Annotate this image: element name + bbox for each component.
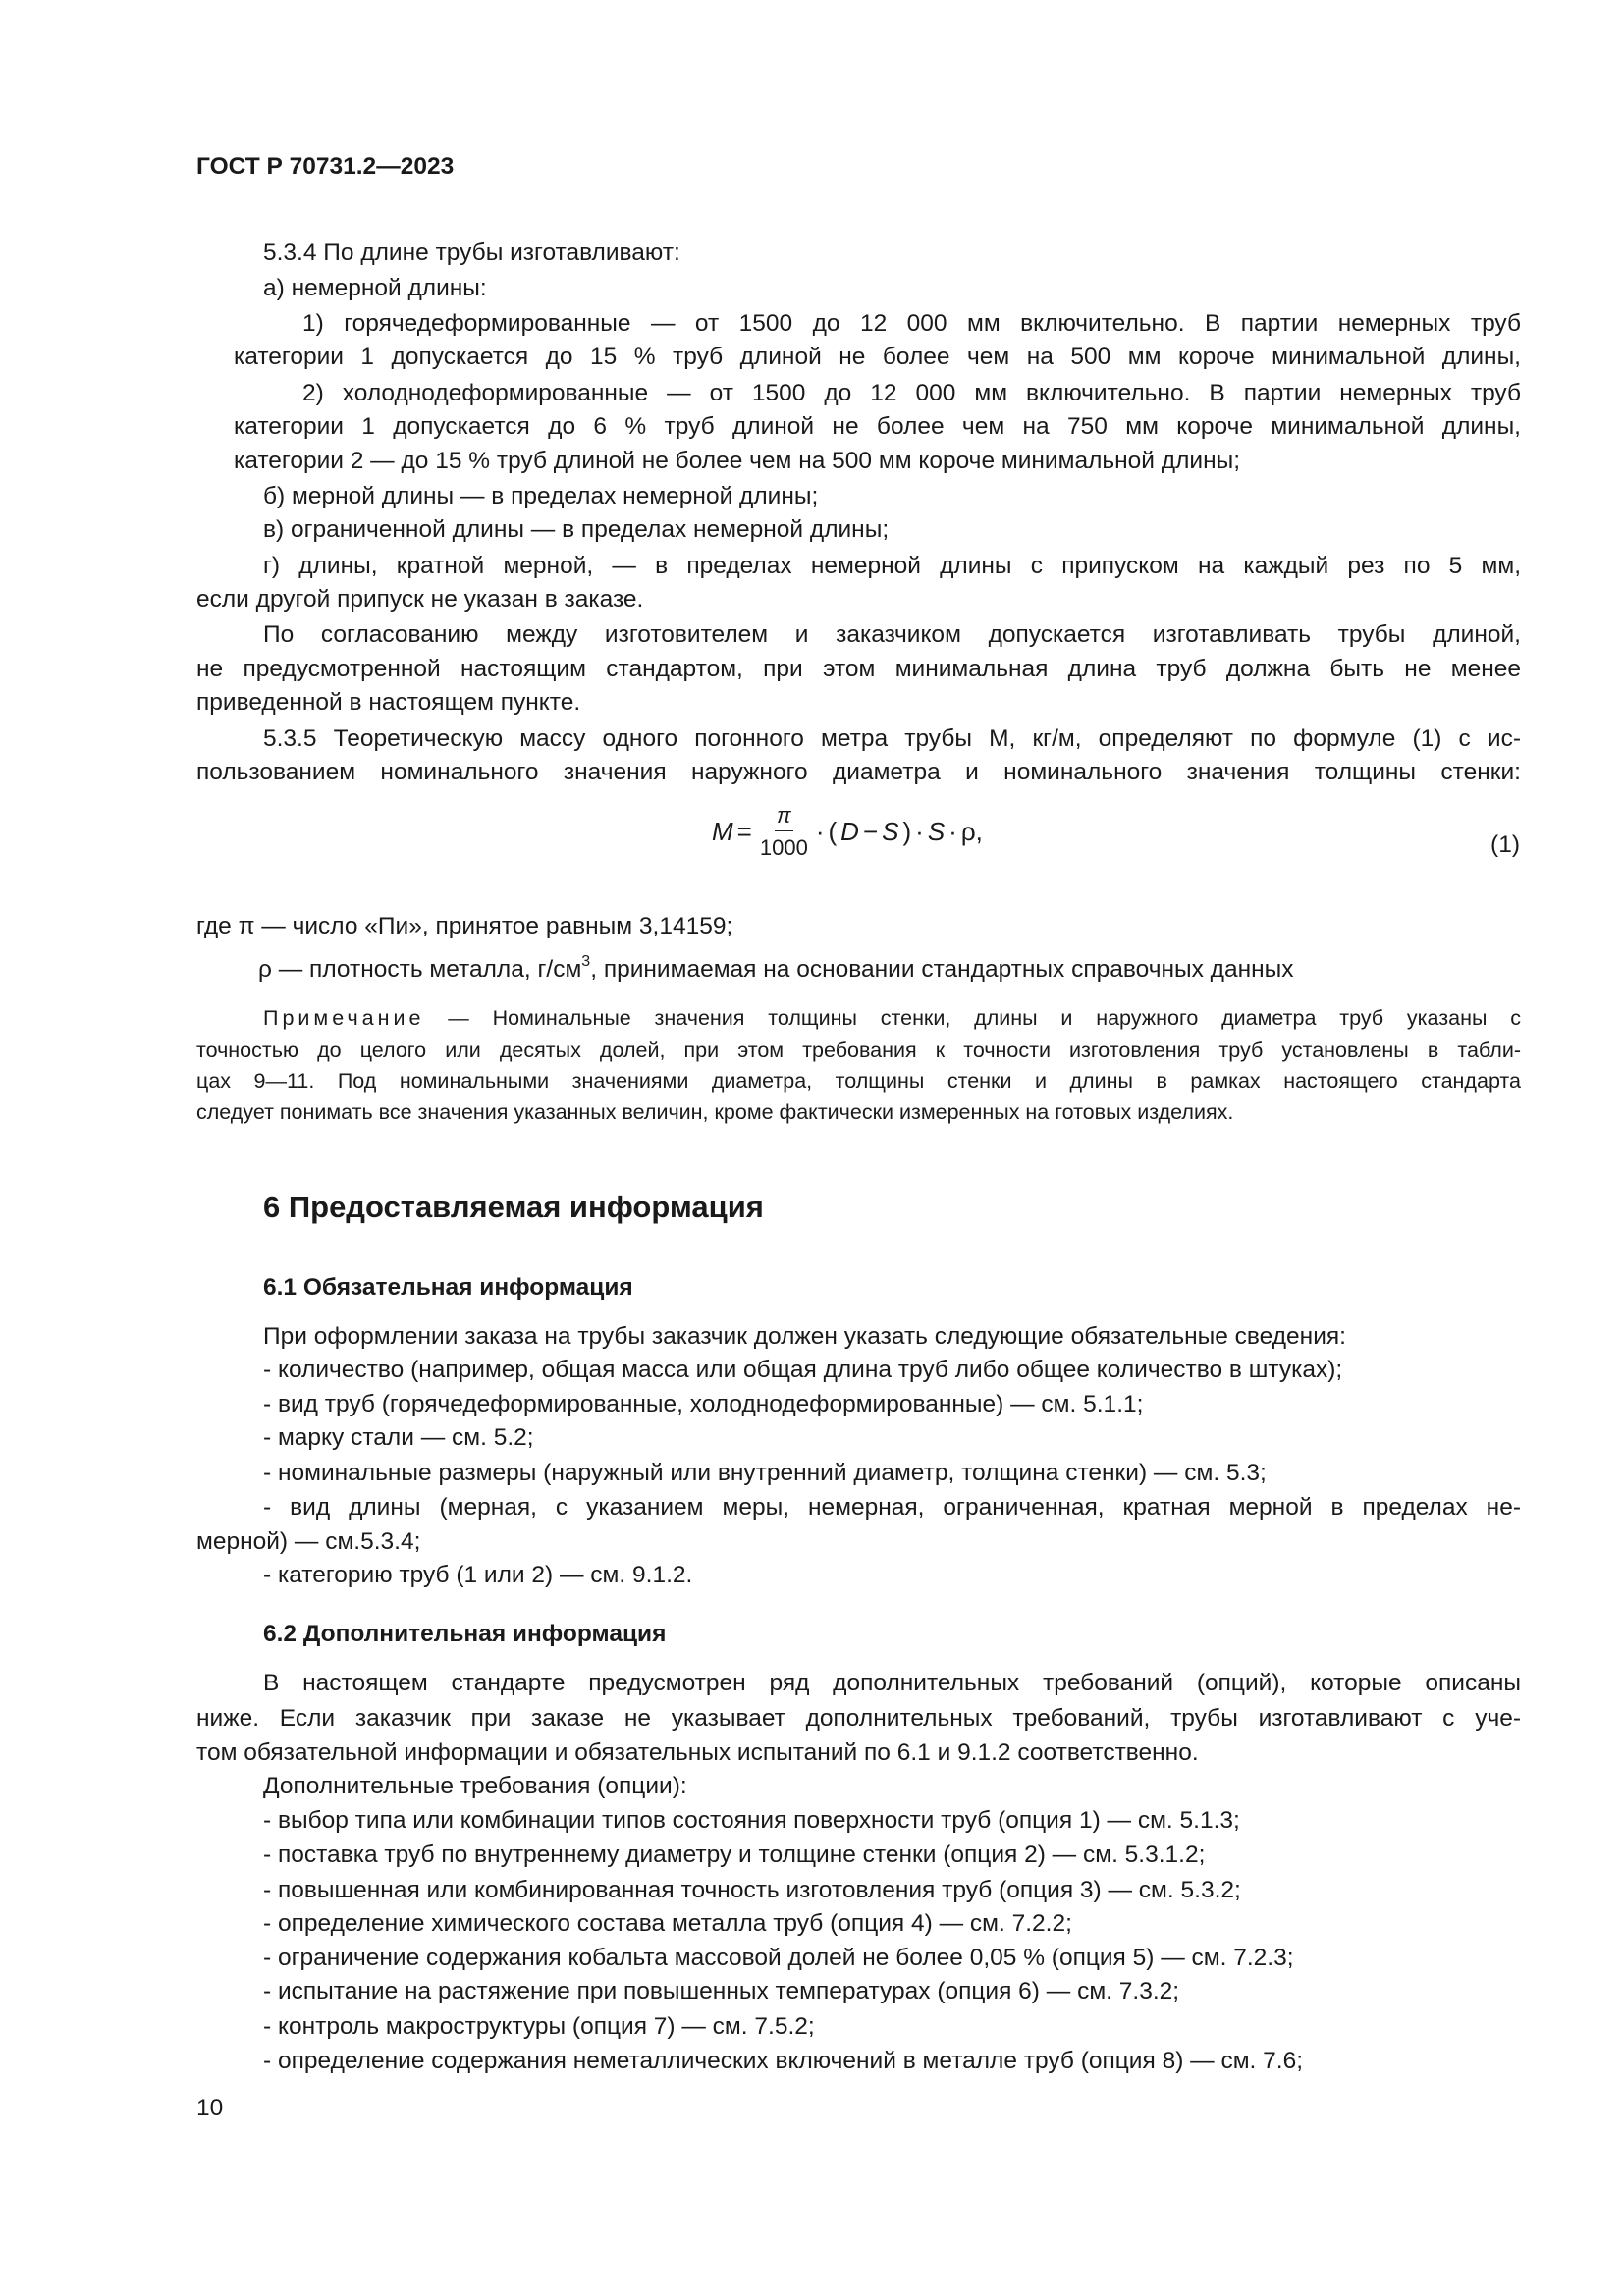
text-line: г) длины, кратной мерной, — в пределах немерной длины с припуском на каждый рез по 5 мм,	[263, 553, 1521, 579]
text-line: - поставка труб по внутреннему диаметру и толщине стенки (опция 2) — см. 5.3.1.2;	[263, 1842, 1206, 1868]
text-line: В настоящем стандарте предусмотрен ряд дополнительных требований (опций), которые описаны	[263, 1670, 1521, 1696]
text-line: - выбор типа или комбинации типов состояния поверхности труб (опция 1) — см. 5.1.3;	[263, 1807, 1240, 1834]
note-line: следует понимать все значения указанных величин, кроме фактически измеренных на готовых изделиях.	[196, 1100, 1234, 1124]
text-line: - категорию труб (1 или 2) — см. 9.1.2.	[263, 1562, 693, 1588]
formula-rho: ρ,	[960, 817, 983, 846]
formula-dot: ·	[815, 817, 825, 846]
formula-number: (1)	[1490, 831, 1520, 858]
text-line: 2) холоднодеформированные — от 1500 до 12 000 мм включительно. В партии немерных труб	[302, 380, 1521, 406]
rho-text: , принимаемая на основании стандартных справочных данных	[590, 956, 1294, 983]
text-line: если другой припуск не указан в заказе.	[196, 586, 644, 613]
formula-dot: ·	[915, 817, 924, 846]
text-line: - количество (например, общая масса или общая длина труб либо общее количество в штуках);	[263, 1357, 1343, 1383]
text-line: категории 1 допускается до 15 % труб длиной не более чем на 500 мм короче минимальной длины,	[234, 344, 1521, 370]
text-line: том обязательной информации и обязательных испытаний по 6.1 и 9.1.2 соответственно.	[196, 1739, 1199, 1766]
text-line: По согласованию между изготовителем и заказчиком допускается изготавливать трубы длиной,	[263, 621, 1521, 648]
formula-mass	[712, 803, 983, 861]
formula-paren: )	[902, 817, 912, 846]
text-line: При оформлении заказа на трубы заказчик должен указать следующие обязательные сведения:	[263, 1323, 1346, 1350]
subsection-heading: 6.1 Обязательная информация	[263, 1274, 633, 1301]
text-line: - вид труб (горячедеформированные, холоднодеформированные) — см. 5.1.1;	[263, 1391, 1144, 1417]
document-header: ГОСТ Р 70731.2—2023	[196, 153, 455, 180]
text-line: не предусмотренной настоящим стандартом, при этом минимальная длина труб должна быть не менее	[196, 656, 1521, 682]
text-line: - повышенная или комбинированная точность изготовления труб (опция 3) — см. 5.3.2;	[263, 1877, 1241, 1903]
page-number: 10	[196, 2095, 224, 2121]
text-line: - вид длины (мерная, с указанием меры, немерная, ограниченная, кратная мерной в пределах не-	[263, 1494, 1521, 1521]
text-line: где π — число «Пи», принятое равным 3,14159;	[196, 913, 733, 939]
formula-s: S	[927, 817, 946, 846]
text-line: - контроль макроструктуры (опция 7) — см. 7.5.2;	[263, 2013, 815, 2040]
superscript: 3	[581, 952, 591, 970]
note-text: Номинальные значения толщины стенки, длины и наружного диаметра труб указаны с	[492, 1006, 1521, 1030]
formula-lhs: M	[712, 817, 733, 846]
section-heading: 6 Предоставляемая информация	[263, 1190, 764, 1224]
note-label: Примечание	[263, 1006, 425, 1030]
text-line: - ограничение содержания кобальта массовой долей не более 0,05 % (опция 5) — см. 7.2.3;	[263, 1945, 1294, 1971]
text-line: категории 2 — до 15 % труб длиной не более чем на 500 мм короче минимальной длины;	[234, 448, 1241, 474]
text-line: а) немерной длины:	[263, 275, 487, 301]
note-line	[263, 1003, 1521, 1033]
text-line: в) ограниченной длины — в пределах немерной длины;	[263, 516, 890, 543]
text-line: Дополнительные требования (опции):	[263, 1773, 687, 1799]
formula-d: D	[840, 817, 859, 846]
text-line: 1) горячедеформированные — от 1500 до 12 000 мм включительно. В партии немерных труб	[302, 310, 1521, 337]
formula-minus: −	[862, 817, 879, 846]
text-line: б) мерной длины — в пределах немерной длины;	[263, 483, 819, 509]
text-line: приведенной в настоящем пункте.	[196, 689, 581, 716]
note-line: точностью до целого или десятых долей, при этом требования к точности изготовления труб установлены в табли-	[196, 1039, 1521, 1062]
formula-paren: (	[828, 817, 838, 846]
rho-text: ρ — плотность металла, г/см	[258, 956, 582, 983]
text-line: ниже. Если заказчик при заказе не указывает дополнительных требований, трубы изготавливают с уче-	[196, 1705, 1521, 1732]
subsection-heading: 6.2 Дополнительная информация	[263, 1621, 667, 1647]
note-dash: —	[424, 1006, 493, 1030]
formula-denominator: 1000	[759, 835, 808, 860]
text-line: категории 1 допускается до 6 % труб длиной не более чем на 750 мм короче минимальной длины,	[234, 413, 1521, 440]
text-line: - испытание на растяжение при повышенных температурах (опция 6) — см. 7.3.2;	[263, 1978, 1180, 2004]
text-line: - определение химического состава металла труб (опция 4) — см. 7.2.2;	[263, 1910, 1072, 1937]
formula-eq: =	[736, 817, 752, 846]
formula-s: S	[882, 817, 899, 846]
formula-dot: ·	[948, 817, 957, 846]
rho-definition	[258, 952, 1294, 985]
text-line: 5.3.5 Теоретическую массу одного погонного метра трубы M, кг/м, определяют по формуле (1) с ис-	[263, 725, 1521, 752]
note-line: цах 9—11. Под номинальными значениями диаметра, толщины стенки и длины в рамках настоящего стандарта	[196, 1069, 1521, 1093]
text-line: - номинальные размеры (наружный или внутренний диаметр, толщина стенки) — см. 5.3;	[263, 1460, 1267, 1486]
text-line: 5.3.4 По длине трубы изготавливают:	[263, 240, 680, 266]
formula-numerator: π	[775, 803, 793, 831]
text-line: мерной) — см.5.3.4;	[196, 1528, 421, 1555]
text-line: - определение содержания неметаллических включений в металле труб (опция 8) — см. 7.6;	[263, 2048, 1304, 2074]
text-line: - марку стали — см. 5.2;	[263, 1424, 534, 1451]
formula-fraction	[760, 803, 808, 861]
text-line: пользованием номинального значения наружного диаметра и номинального значения толщины стенки:	[196, 759, 1521, 785]
